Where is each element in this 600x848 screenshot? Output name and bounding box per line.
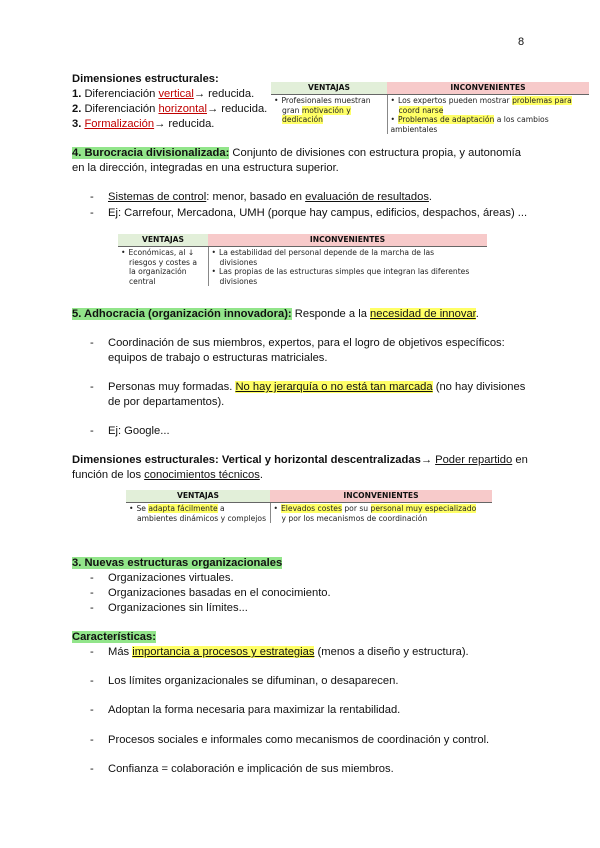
bullet-dash: - <box>90 191 94 203</box>
dimensions-heading: Dimensiones estructurales: <box>72 73 219 85</box>
list-item: Sistemas de control: menor, basado en evaluación de resultados. <box>108 191 433 203</box>
bullet-dash: - <box>90 337 94 349</box>
bullet-dash: - <box>90 572 94 584</box>
page-number: 8 <box>518 36 525 48</box>
list-item: Procesos sociales e informales como mecanismos de coordinación y control. <box>108 734 490 746</box>
list-item-cont: de por departamentos). <box>108 396 225 408</box>
list-item-cont: equipos de trabajo o estructuras matriciales. <box>108 352 328 364</box>
list-item: Organizaciones virtuales. <box>108 572 234 584</box>
bullet-dash: - <box>90 734 94 746</box>
bullet-dash: - <box>90 675 94 687</box>
bullet-dash: - <box>90 763 94 775</box>
characteristics-heading: Características: <box>72 631 156 643</box>
bullet-dash: - <box>90 381 94 393</box>
list-item: Adoptan la forma necesaria para maximizar la rentabilidad. <box>108 704 401 716</box>
list-item: Coordinación de sus miembros, expertos, para el logro de objetivos específicos: <box>108 337 505 349</box>
list-item: Confianza = colaboración e implicación de sus miembros. <box>108 763 394 775</box>
bullet-dash: - <box>90 587 94 599</box>
bullet-dash: - <box>90 425 94 437</box>
bullet-dash: - <box>90 646 94 658</box>
section4-paragraph-2: en la dirección, integradas en una estructura superior. <box>72 162 339 174</box>
dimensions-line-2: función de los conocimientos técnicos. <box>72 469 263 481</box>
dimension-item: 2. Diferenciación horizontal→ reducida. <box>72 103 268 115</box>
section4-paragraph: 4. Burocracia divisionalizada: Conjunto de divisiones con estructura propia, y autonomía <box>72 147 521 159</box>
list-item: Ej: Carrefour, Mercadona, UMH (porque hay campus, edificios, despachos, áreas) ... <box>108 207 528 219</box>
list-item: Organizaciones sin límites... <box>108 602 248 614</box>
section5-heading: 5. Adhocracia (organización innovadora): Responde a la necesidad de innovar. <box>72 308 479 320</box>
list-item: Ej: Google... <box>108 425 170 437</box>
list-item: Más importancia a procesos y estrategias (menos a diseño y estructura). <box>108 646 469 658</box>
dimensions-heading-2: Dimensiones estructurales: Vertical y horizontal descentralizadas→ Poder repartido en <box>72 454 528 466</box>
list-item: Organizaciones basadas en el conocimiento. <box>108 587 331 599</box>
advantages-table-2: VENTAJAS INCONVENIENTES • Económicas, al ↓ riesgos y costes a la organización central • La estabilidad del personal depende de la marcha de las divisiones • Las propias de las estructuras simples que integran las diferentes divisiones <box>118 234 487 286</box>
bullet-dash: - <box>90 704 94 716</box>
dimension-item: 1. Diferenciación vertical→ reducida. <box>72 88 255 100</box>
bullet-dash: - <box>90 602 94 614</box>
list-item: Personas muy formadas. No hay jerarquía o no está tan marcada (no hay divisiones <box>108 381 526 393</box>
dimension-item: 3. Formalización→ reducida. <box>72 118 215 130</box>
section3-heading: 3. Nuevas estructuras organizacionales <box>72 557 283 569</box>
advantages-table-3: VENTAJAS INCONVENIENTES • Se adapta fácilmente a ambientes dinámicos y complejos • Elevados costes por su personal muy especializado y por los mecanismos de coordinación <box>126 490 492 523</box>
advantages-table: VENTAJAS INCONVENIENTES • Profesionales muestran gran motivación y dedicación • Los expertos pueden mostrar problemas para coord narse • Problemas de adaptación a los cambios ambientales <box>271 82 589 134</box>
list-item: Los límites organizacionales se difuminan, o desaparecen. <box>108 675 399 687</box>
bullet-dash: - <box>90 207 94 219</box>
